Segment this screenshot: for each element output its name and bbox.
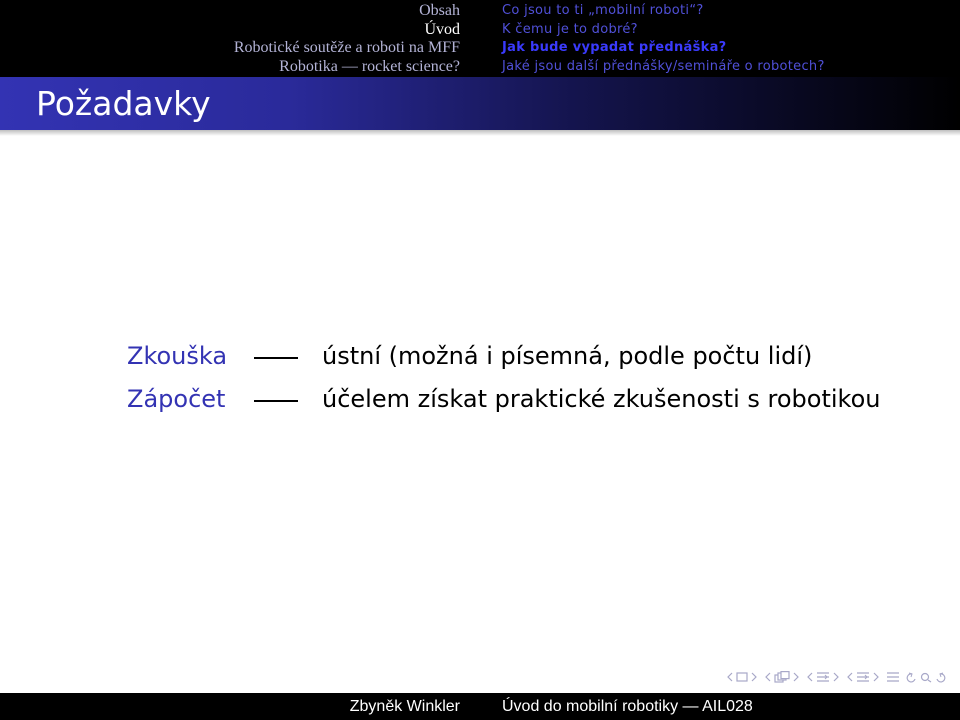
nav-subsection-mobilni-roboti[interactable]: Co jsou to ti „mobilní roboti“? — [502, 3, 704, 18]
prev-frame-icon[interactable] — [726, 672, 734, 682]
footer-bar — [0, 693, 960, 720]
align-icon[interactable] — [886, 671, 900, 683]
nav-subsection-k-cemu[interactable]: K čemu je to dobré? — [502, 21, 638, 37]
subsection-list — [486, 0, 960, 79]
search-back-forward-icon[interactable] — [906, 671, 946, 683]
nav-section-souteze[interactable]: Robotické soutěže a roboti na MFF — [233, 39, 460, 56]
prev-section-icon[interactable] — [846, 672, 854, 682]
em-dash — [254, 357, 298, 359]
subsection-icon[interactable] — [774, 671, 790, 683]
nav-subsection-prednaska[interactable]: Jak bude vypadat přednáška? — [502, 40, 727, 55]
description-term: Zkouška — [127, 342, 228, 370]
navigation-symbols — [726, 671, 946, 683]
description-item — [127, 335, 880, 378]
footer-talk-title: Úvod do mobilní robotiky — AIL028 — [502, 698, 753, 715]
nav-subsection-dalsi[interactable]: Jaké jsou další přednášky/semináře o robotech? — [502, 58, 825, 74]
em-dash — [254, 400, 298, 402]
description-definition: účelem získat praktické zkušenosti s robotikou — [322, 385, 881, 413]
next-section-icon[interactable] — [872, 672, 880, 682]
description-term: Zápočet — [127, 385, 226, 413]
frame-icon[interactable] — [736, 672, 748, 682]
nav-section-uvod[interactable]: Úvod — [424, 20, 460, 38]
frame-title: Požadavky — [36, 84, 211, 123]
next-frame-icon[interactable] — [750, 672, 758, 682]
footer-author: Zbyněk Winkler — [349, 698, 460, 715]
title-bar-shadow — [0, 130, 960, 136]
prev-subsection-icon[interactable] — [764, 672, 772, 682]
prev-section-icon[interactable] — [806, 672, 814, 682]
next-subsection-icon[interactable] — [792, 672, 800, 682]
next-section-icon[interactable] — [832, 672, 840, 682]
nav-section-obsah[interactable]: Obsah — [419, 2, 460, 19]
section-list — [0, 0, 486, 77]
description-item — [127, 378, 880, 421]
section-icon[interactable] — [856, 671, 870, 683]
description-list — [127, 335, 880, 421]
description-definition: ústní (možná i písemná, podle počtu lidí) — [322, 342, 813, 370]
header-navigation — [0, 0, 960, 77]
nav-section-robotika[interactable]: Robotika — rocket science? — [279, 57, 460, 75]
section-icon[interactable] — [816, 671, 830, 683]
